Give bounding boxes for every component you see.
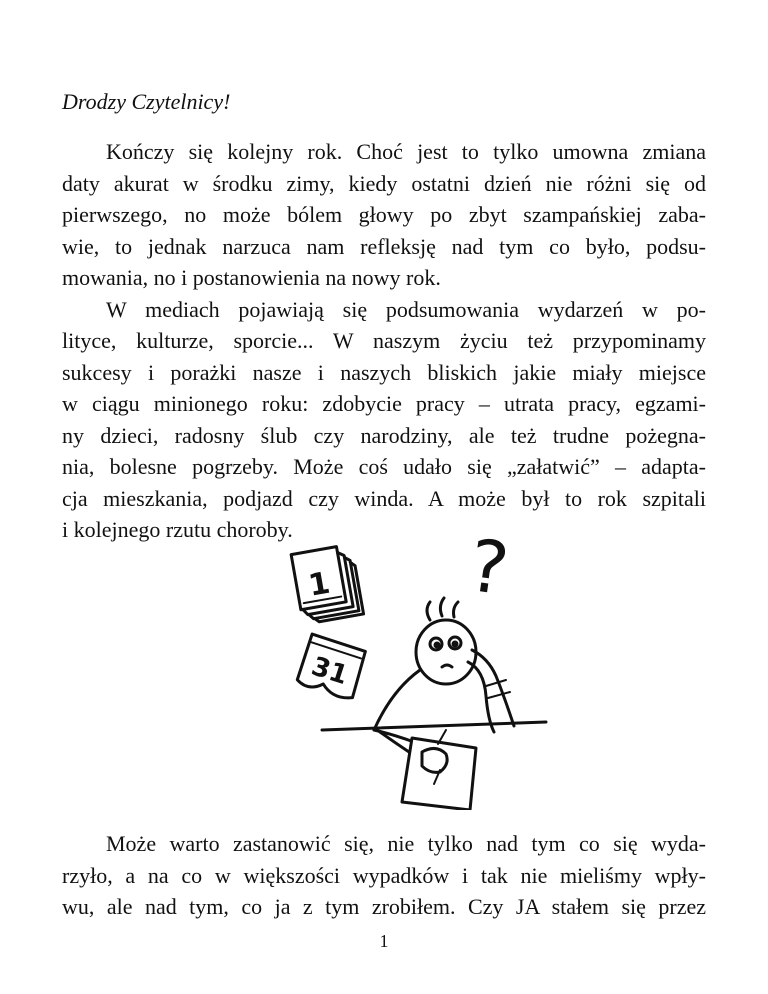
page-number: 1: [379, 931, 389, 951]
text-line: wu, ale nad tym, co ja z tym zrobiłem. Czy JA stałem się przez: [62, 894, 706, 919]
text-line: i kolejnego rzutu choroby.: [62, 517, 293, 542]
calendar-top-icon: [291, 544, 363, 625]
text-line: Może warto zastanowić się, nie tylko nad tym co się wyda-: [106, 831, 706, 856]
text-line: ny dzieci, radosny ślub czy narodziny, ale też trudne pożegna-: [62, 422, 706, 448]
calendar-bottom-label: 31: [307, 651, 352, 692]
document-page: [62, 0, 706, 994]
text-block-intro: [62, 136, 706, 546]
question-mark: ?: [464, 523, 514, 612]
table-edge: [322, 722, 546, 730]
text-line: W mediach pojawiają się podsumowania wydarzeń w po-: [106, 296, 706, 322]
person-head: [416, 620, 476, 684]
calendar-top-label: 1: [305, 565, 333, 604]
thinking-person-illustration: [262, 520, 552, 810]
calendar-page-icon: [296, 634, 367, 701]
text-line: cja mieszkania, podjazd czy winda. A może był to rok szpitali: [62, 485, 706, 511]
text-line: wie, to jednak narzuca nam refleksję nad tym co było, podsu-: [62, 233, 706, 259]
text-line: pierwszego, no może bólem głowy po zbyt szampańskiej zaba-: [62, 202, 706, 227]
text-line: lityce, kulturze, sporcie... W naszym życiu też przypominamy: [62, 328, 706, 353]
text-line: daty akurat w środku zimy, kiedy ostatni dzień nie różni się od: [62, 170, 706, 196]
text-line: Kończy się kolejny rok. Choć jest to tylko umowna zmiana: [106, 139, 706, 164]
text-line: sukcesy i porażki nasze i naszych bliskich jakie miały miejsce: [62, 359, 706, 385]
salutation: Drodzy Czytelnicy!: [62, 89, 231, 114]
text-line: w ciągu minionego roku: zdobycie pracy – utrata pracy, egzami-: [62, 391, 706, 416]
text-line: rzyło, a na co w większości wypadków i tak nie mieliśmy wpły-: [62, 862, 706, 888]
text-line: mowania, no i postanowienia na nowy rok.: [62, 265, 441, 290]
text-block-continuation: [62, 828, 706, 923]
text-line: nia, bolesne pogrzeby. Może coś udało się „załatwić” – adapta-: [62, 454, 706, 479]
